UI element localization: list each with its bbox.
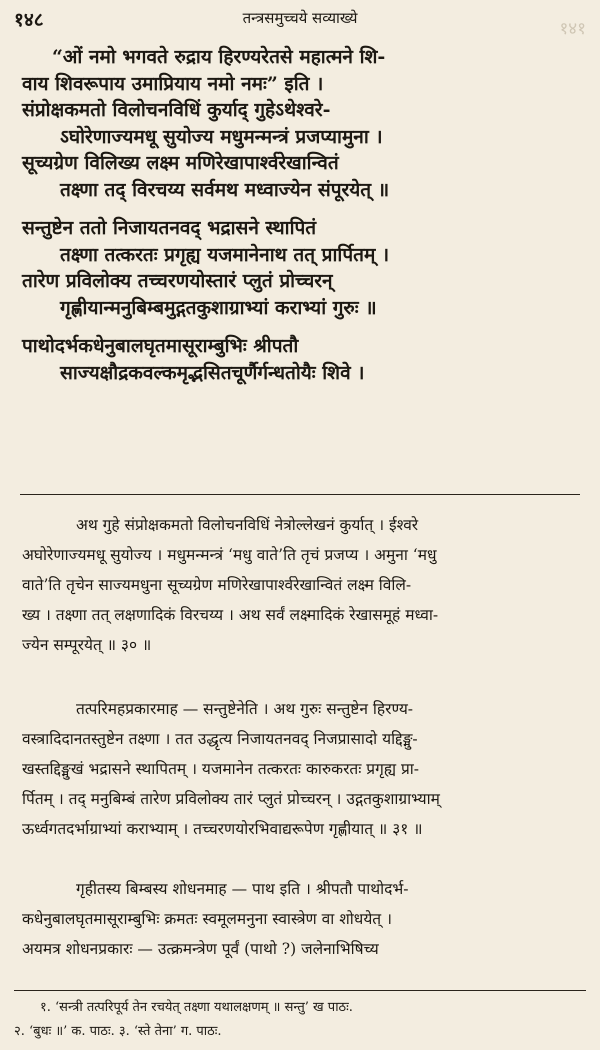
commentary-line: वाते’ति तृचेन साज्यमधुना सूच्यग्रेण मणिरेखापार्श्वरेखान्वितं लक्ष्म विलि-	[22, 576, 412, 594]
section-divider	[20, 494, 580, 495]
verse-line: सन्तुष्टेन ततो निजायतनवद् भद्रासने स्थापितं	[22, 217, 317, 239]
footnote-divider	[14, 990, 586, 991]
commentary-line: गृहीतस्य बिम्बस्य शोधनमाह — पाथ इति । श्रीपतौ पाथोदर्भ-	[76, 880, 409, 898]
running-head: तन्त्रसमुच्चये सव्याख्ये	[242, 9, 358, 27]
verse-line: पाथोदर्भकधेनुबालघृतमासूराम्बुभिः श्रीपतौ	[22, 335, 299, 357]
commentary-line: अघोरेणाज्यमधू सुयोज्य । मधुमन्मन्त्रं ‘मधु वाते’ति तृचं प्रजप्य । अमुना ‘मधु	[22, 546, 437, 564]
verse-line: संप्रोक्षकमतो विलोचनविधिं कुर्याद् गुहेऽथेश्वरे-	[22, 99, 331, 121]
commentary-verse-32	[22, 874, 582, 964]
footnote: १. ‘सन्त्री तत्परिपूर्य तेन रचयेत् तक्ष्णा यथालक्षणम् ॥ सन्तु’ ख पाठः.	[40, 1000, 353, 1015]
footnotes	[14, 996, 584, 1044]
verse-line: सूच्यग्रेण विलिख्य लक्ष्म मणिरेखापार्श्वरेखान्वितं	[22, 152, 339, 174]
verse-line: तक्ष्णा तत्करतः प्रगृह्य यजमानेनाथ तत् प्रार्पितम् ।	[60, 243, 390, 266]
verse-line: तारेण प्रविलोक्य तच्चरणयोस्तारं प्लुतं प्रोच्चरन्	[22, 270, 333, 292]
commentary-verse-30	[22, 510, 582, 660]
commentary-line: अथ गुहे संप्रोक्षकमतो विलोचनविधिं नेत्रोल्लेखनं कुर्यात् । ईश्वरे	[76, 516, 419, 534]
verse-block	[22, 44, 582, 386]
commentary-line: खस्तद्दिङ्मुखं भद्रासने स्थापितम् । यजमानेन तत्करतः कारुकरतः प्रगृह्य प्रा-	[22, 760, 420, 778]
verse-line: “ओं नमो भगवते रुद्राय हिरण्यरेतसे महात्मने शि-	[52, 46, 386, 68]
page-number: १४८	[14, 9, 44, 31]
commentary-line: तत्परिमहप्रकारमाह — सन्तुष्टेनेति । अथ गुरुः सन्तुष्टेन हिरण्य-	[76, 700, 414, 718]
bleed-through-text: १४१	[559, 19, 586, 39]
commentary-line: वस्त्रादिदानतस्तुष्टेन तक्ष्णा । तत उद्धृत्य निजायतनवद् निजप्रासादो यद्दिङ्मु-	[22, 730, 418, 748]
commentary-line: कधेनुबालघृतमासूराम्बुभिः क्रमतः स्वमूलमनुना स्वास्त्रेण वा शोधयेत् ।	[22, 910, 392, 928]
verse-line: तक्ष्णा तद् विरचय्य सर्वमथ मध्वाज्येन संपूरयेत् ॥	[60, 178, 390, 201]
commentary-line: ख्य । तक्ष्णा तत् लक्षणादिकं विरचय्य । अथ सर्वं लक्ष्मादिकं रेखासमूहं मध्वा-	[22, 606, 439, 624]
verse-line: गृह्णीयान्मनुबिम्बमुद्गतकुशाग्राभ्यां कराभ्यां गुरुः ॥	[60, 296, 377, 319]
verse-line: साज्यक्षौद्रकवल्कमृद्भसितचूर्णैर्गन्धतोयैः शिवे ।	[60, 361, 365, 384]
verse-line: ऽघोरेणाज्यमधू सुयोज्य मधुमन्मन्त्रं प्रजप्यामुना ।	[60, 125, 383, 148]
commentary-verse-31	[22, 694, 582, 844]
commentary-line: ज्येन सम्पूरयेत् ॥ ३० ॥	[22, 636, 152, 654]
verse-line: वाय शिवरूपाय उमाप्रियाय नमो नमः” इति ।	[22, 72, 324, 95]
commentary-line: ऊर्ध्वगतदर्भाग्राभ्यां कराभ्याम् । तच्चरणयोरभिवाद्यरूपेण गृह्णीयात् ॥ ३१ ॥	[22, 820, 423, 838]
page-header	[0, 4, 600, 39]
footnote: २. ‘बुधः ॥’ क. पाठः. ३. ‘स्ते तेना’ ग. पाठः.	[14, 1024, 222, 1039]
commentary-line: अयमत्र शोधनप्रकारः — उत्क्रमन्त्रेण पूर्वं (पाथो ?) जलेनाभिषिच्य	[22, 940, 379, 958]
commentary-line: र्पितम् । तद् मनुबिम्बं तारेण प्रविलोक्य तारं प्लुतं प्रोच्चरन् । उद्गतकुशाग्राभ्याम्	[22, 790, 440, 808]
